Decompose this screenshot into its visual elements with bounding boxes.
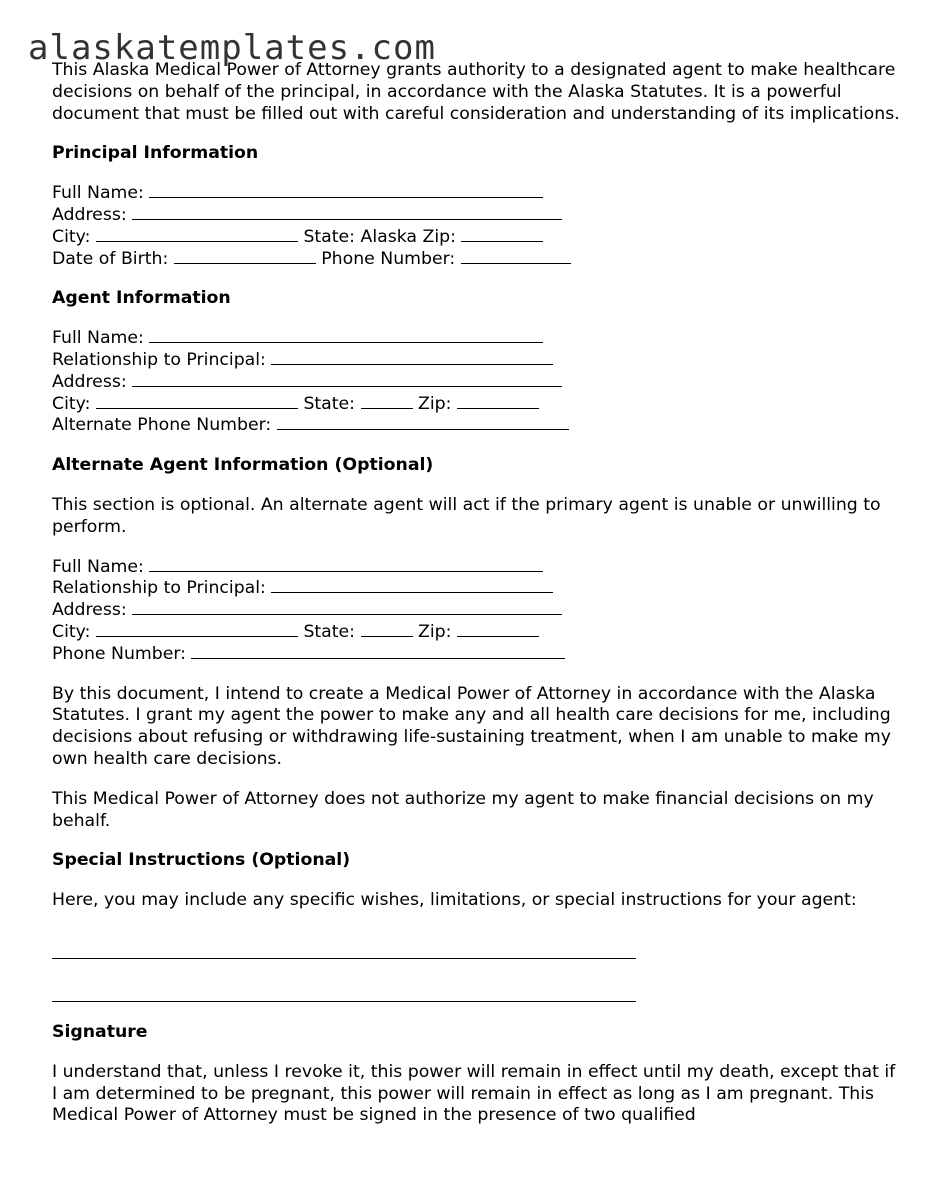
- alternate-phone-label: Phone Number:: [52, 643, 186, 664]
- principal-name-row: [52, 183, 902, 205]
- signature-heading: Signature: [52, 1021, 148, 1042]
- principal-address-field[interactable]: [132, 205, 562, 220]
- special-instructions-line-1[interactable]: [52, 936, 636, 959]
- agent-heading: Agent Information: [52, 288, 231, 309]
- signature-paragraph: I understand that, unless I revoke it, this power will remain in effect until my death, except that if I am determined to be pregnant, this power will remain in effect as long as I am pregnant. This Medical Power of Attorney must be signed in the presence of two qualified: [52, 1061, 896, 1126]
- principal-name-field[interactable]: [149, 183, 543, 198]
- alternate-relationship-label: Relationship to Principal:: [52, 578, 266, 599]
- alternate-state-label: State:: [303, 621, 356, 642]
- alternate-phone-field[interactable]: [191, 644, 565, 659]
- principal-address-label: Address:: [52, 204, 127, 225]
- principal-state-label: State: Alaska Zip:: [303, 226, 456, 247]
- special-heading: Special Instructions (Optional): [52, 850, 351, 871]
- alternate-address-field[interactable]: [132, 600, 562, 615]
- alternate-city-row: [52, 622, 902, 644]
- alternate-address-label: Address:: [52, 600, 127, 621]
- agent-alt-phone-label: Alternate Phone Number:: [52, 415, 272, 436]
- alternate-phone-row: [52, 644, 902, 666]
- agent-city-label: City:: [52, 393, 91, 414]
- special-instructions-line-2[interactable]: [52, 979, 636, 1002]
- agent-address-label: Address:: [52, 371, 127, 392]
- agent-city-field[interactable]: [96, 394, 298, 409]
- alternate-name-field[interactable]: [149, 557, 543, 572]
- alternate-address-row: [52, 600, 902, 622]
- agent-relationship-label: Relationship to Principal:: [52, 349, 266, 370]
- agent-name-row: [52, 328, 902, 350]
- site-watermark: alaskatemplates.com: [28, 28, 436, 68]
- principal-dob-field[interactable]: [174, 249, 316, 264]
- agent-name-label: Full Name:: [52, 328, 144, 349]
- document-body: [52, 60, 902, 1127]
- alternate-relationship-row: [52, 578, 902, 600]
- principal-zip-field[interactable]: [461, 227, 543, 242]
- principal-name-label: Full Name:: [52, 183, 144, 204]
- principal-phone-label: Phone Number:: [321, 248, 456, 269]
- agent-relationship-field[interactable]: [271, 350, 553, 365]
- principal-heading: Principal Information: [52, 143, 259, 164]
- financial-note: This Medical Power of Attorney does not authorize my agent to make financial decisions on my behalf.: [52, 788, 874, 831]
- alternate-city-label: City:: [52, 621, 91, 642]
- agent-address-row: [52, 372, 902, 394]
- principal-dob-label: Date of Birth:: [52, 248, 169, 269]
- principal-phone-field[interactable]: [461, 249, 571, 264]
- intro-paragraph: This Alaska Medical Power of Attorney grants authority to a designated agent to make healthcare decisions on behalf of the principal, in accordance with the Alaska Statutes. It is a powerful document that must be filled out with careful consideration and understanding of its implications.: [52, 60, 900, 124]
- agent-alt-phone-row: [52, 415, 902, 437]
- alternate-name-label: Full Name:: [52, 556, 144, 577]
- agent-state-label: State:: [303, 393, 356, 414]
- agent-alt-phone-field[interactable]: [277, 415, 569, 430]
- alternate-name-row: [52, 557, 902, 579]
- agent-relationship-row: [52, 350, 902, 372]
- alternate-state-field[interactable]: [361, 622, 413, 637]
- principal-city-row: [52, 227, 902, 249]
- alternate-relationship-field[interactable]: [271, 578, 553, 593]
- agent-section: [52, 328, 902, 437]
- alternate-city-field[interactable]: [96, 622, 298, 637]
- principal-section: [52, 183, 902, 270]
- principal-dob-row: [52, 249, 902, 271]
- principal-address-row: [52, 205, 902, 227]
- alternate-heading: Alternate Agent Information (Optional): [52, 455, 434, 476]
- principal-city-field[interactable]: [96, 227, 298, 242]
- agent-state-field[interactable]: [361, 394, 413, 409]
- declaration-paragraph: By this document, I intend to create a Medical Power of Attorney in accordance with the Alaska Statutes. I grant my agent the power to make any and all health care decisions for me, including decisions about refusing or withdrawing life-sustaining treatment, when I am unable to make my own health care decisions.: [52, 683, 891, 769]
- principal-city-label: City:: [52, 226, 91, 247]
- alternate-zip-label: Zip:: [418, 621, 452, 642]
- alternate-section: [52, 557, 902, 666]
- agent-zip-field[interactable]: [457, 394, 539, 409]
- alternate-note: This section is optional. An alternate agent will act if the primary agent is unable or unwilling to perform.: [52, 494, 881, 537]
- alternate-zip-field[interactable]: [457, 622, 539, 637]
- agent-city-row: [52, 394, 902, 416]
- agent-zip-label: Zip:: [418, 393, 452, 414]
- special-note: Here, you may include any specific wishes, limitations, or special instructions for your agent:: [52, 890, 857, 911]
- agent-name-field[interactable]: [149, 328, 543, 343]
- agent-address-field[interactable]: [132, 372, 562, 387]
